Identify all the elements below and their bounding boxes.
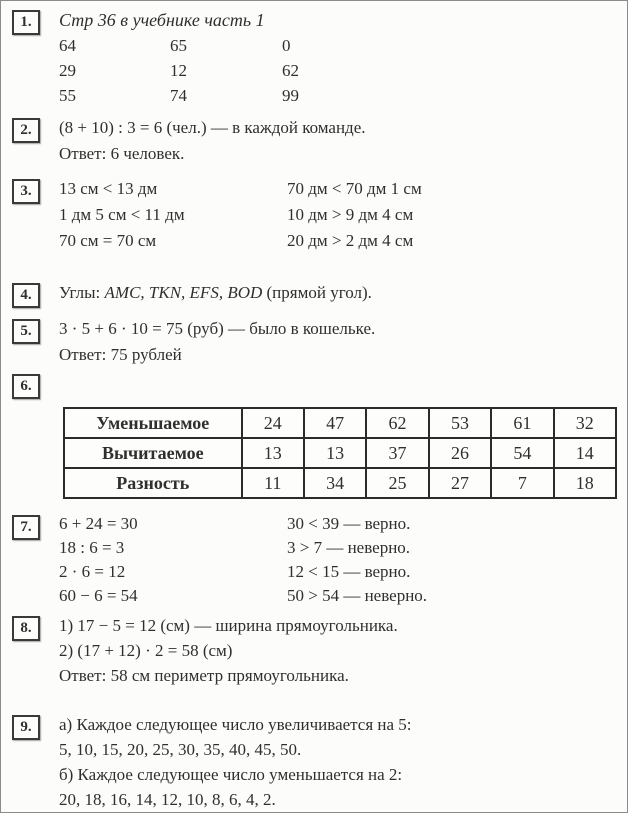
table-row-difference bbox=[64, 468, 616, 498]
answer-cell: 0 bbox=[282, 36, 291, 55]
table-cell: 32 bbox=[554, 408, 616, 438]
problem-6 bbox=[9, 371, 617, 499]
problem-9 bbox=[9, 712, 617, 812]
answer-cell: 74 bbox=[170, 86, 187, 105]
table-cell: 37 bbox=[366, 438, 428, 468]
problem-6-number-badge: 6. bbox=[12, 374, 40, 399]
table-cell: 25 bbox=[366, 468, 428, 498]
verdict-item: 30 < 39 — верно. bbox=[287, 514, 411, 533]
comparison-item: 13 см < 13 дм bbox=[59, 179, 158, 198]
comparison-item: 20 дм > 2 дм 4 см bbox=[287, 231, 414, 250]
problem-3-number-badge: 3. bbox=[12, 179, 40, 204]
solution-step: 1) 17 − 5 = 12 (см) — ширина прямоугольника. bbox=[59, 616, 398, 635]
problem-7-statements bbox=[59, 512, 427, 608]
problem-1-answer-grid bbox=[59, 33, 402, 108]
comparison-item: 10 дм > 9 дм 4 см bbox=[287, 205, 414, 224]
table-cell: 53 bbox=[429, 408, 491, 438]
comparison-item: 1 дм 5 см < 11 дм bbox=[59, 205, 185, 224]
equation-item: 18 : 6 = 3 bbox=[59, 538, 125, 557]
table-cell: 34 bbox=[304, 468, 366, 498]
problem-5-answer: Ответ: 75 рублей bbox=[59, 345, 182, 364]
answer-cell: 65 bbox=[170, 36, 187, 55]
problem-4-text bbox=[59, 280, 372, 306]
table-cell: 27 bbox=[429, 468, 491, 498]
equation-item: 2 · 6 = 12 bbox=[59, 562, 126, 581]
rule-b-text: б) Каждое следующее число уменьшается на 2: bbox=[59, 765, 403, 784]
problem-1-title: Стр 36 в учебнике часть 1 bbox=[59, 10, 265, 30]
problem-7 bbox=[9, 512, 617, 608]
problem-8-number-badge: 8. bbox=[12, 616, 40, 641]
comparison-item: 70 см = 70 см bbox=[59, 231, 157, 250]
problem-2-answer: Ответ: 6 человек. bbox=[59, 144, 185, 163]
angles-suffix: (прямой угол). bbox=[262, 283, 372, 302]
sequence-a: 5, 10, 15, 20, 25, 30, 35, 40, 45, 50. bbox=[59, 740, 302, 759]
table-cell: 24 bbox=[242, 408, 304, 438]
row-label: Разность bbox=[64, 468, 242, 498]
table-cell: 11 bbox=[242, 468, 304, 498]
problem-9-number-badge: 9. bbox=[12, 715, 40, 740]
comparison-item: 70 дм < 70 дм 1 см bbox=[287, 179, 422, 198]
answer-cell: 62 bbox=[282, 61, 299, 80]
table-row-minuend bbox=[64, 408, 616, 438]
problem-4-number-badge: 4. bbox=[12, 283, 40, 308]
verdict-item: 3 > 7 — неверно. bbox=[287, 538, 411, 557]
problem-2-number-badge: 2. bbox=[12, 118, 40, 143]
equation-item: 6 + 24 = 30 bbox=[59, 514, 138, 533]
table-cell: 7 bbox=[491, 468, 553, 498]
problem-8 bbox=[9, 613, 617, 688]
solution-step: 2) (17 + 12) · 2 = 58 (см) bbox=[59, 641, 233, 660]
row-label: Уменьшаемое bbox=[64, 408, 242, 438]
problem-5-solution: 3 · 5 + 6 · 10 = 75 (руб) — было в кошельке. bbox=[59, 319, 376, 338]
problem-5-number-badge: 5. bbox=[12, 319, 40, 344]
answer-cell: 12 bbox=[170, 61, 187, 80]
sequence-b: 20, 18, 16, 14, 12, 10, 8, 6, 4, 2. bbox=[59, 790, 276, 809]
problem-2 bbox=[9, 115, 617, 167]
problem-3 bbox=[9, 176, 617, 254]
table-cell: 14 bbox=[554, 438, 616, 468]
answer-cell: 29 bbox=[59, 61, 76, 80]
equation-item: 60 − 6 = 54 bbox=[59, 586, 138, 605]
problem-2-solution: (8 + 10) : 3 = 6 (чел.) — в каждой команде. bbox=[59, 118, 366, 137]
verdict-item: 12 < 15 — верно. bbox=[287, 562, 411, 581]
angles-label: Углы: bbox=[59, 283, 105, 302]
table-cell: 61 bbox=[491, 408, 553, 438]
table-cell: 26 bbox=[429, 438, 491, 468]
table-cell: 13 bbox=[242, 438, 304, 468]
table-cell: 54 bbox=[491, 438, 553, 468]
answer-cell: 99 bbox=[282, 86, 299, 105]
problem-5 bbox=[9, 316, 617, 368]
table-cell: 47 bbox=[304, 408, 366, 438]
table-row-subtrahend bbox=[64, 438, 616, 468]
table-cell: 18 bbox=[554, 468, 616, 498]
row-label: Вычитаемое bbox=[64, 438, 242, 468]
table-cell: 62 bbox=[366, 408, 428, 438]
subtraction-table bbox=[63, 407, 617, 499]
problem-8-answer: Ответ: 58 см периметр прямоугольника. bbox=[59, 666, 349, 685]
problem-1 bbox=[9, 7, 617, 108]
problem-1-number-badge: 1. bbox=[12, 10, 40, 35]
problem-4 bbox=[9, 280, 617, 308]
table-cell: 13 bbox=[304, 438, 366, 468]
answer-cell: 55 bbox=[59, 86, 76, 105]
angle-names: AMC, TKN, EFS, BOD bbox=[104, 283, 263, 302]
problem-7-number-badge: 7. bbox=[12, 515, 40, 540]
answer-cell: 64 bbox=[59, 36, 76, 55]
verdict-item: 50 > 54 — неверно. bbox=[287, 586, 428, 605]
problem-3-comparisons bbox=[59, 176, 422, 254]
rule-a-text: а) Каждое следующее число увеличивается на 5: bbox=[59, 715, 412, 734]
